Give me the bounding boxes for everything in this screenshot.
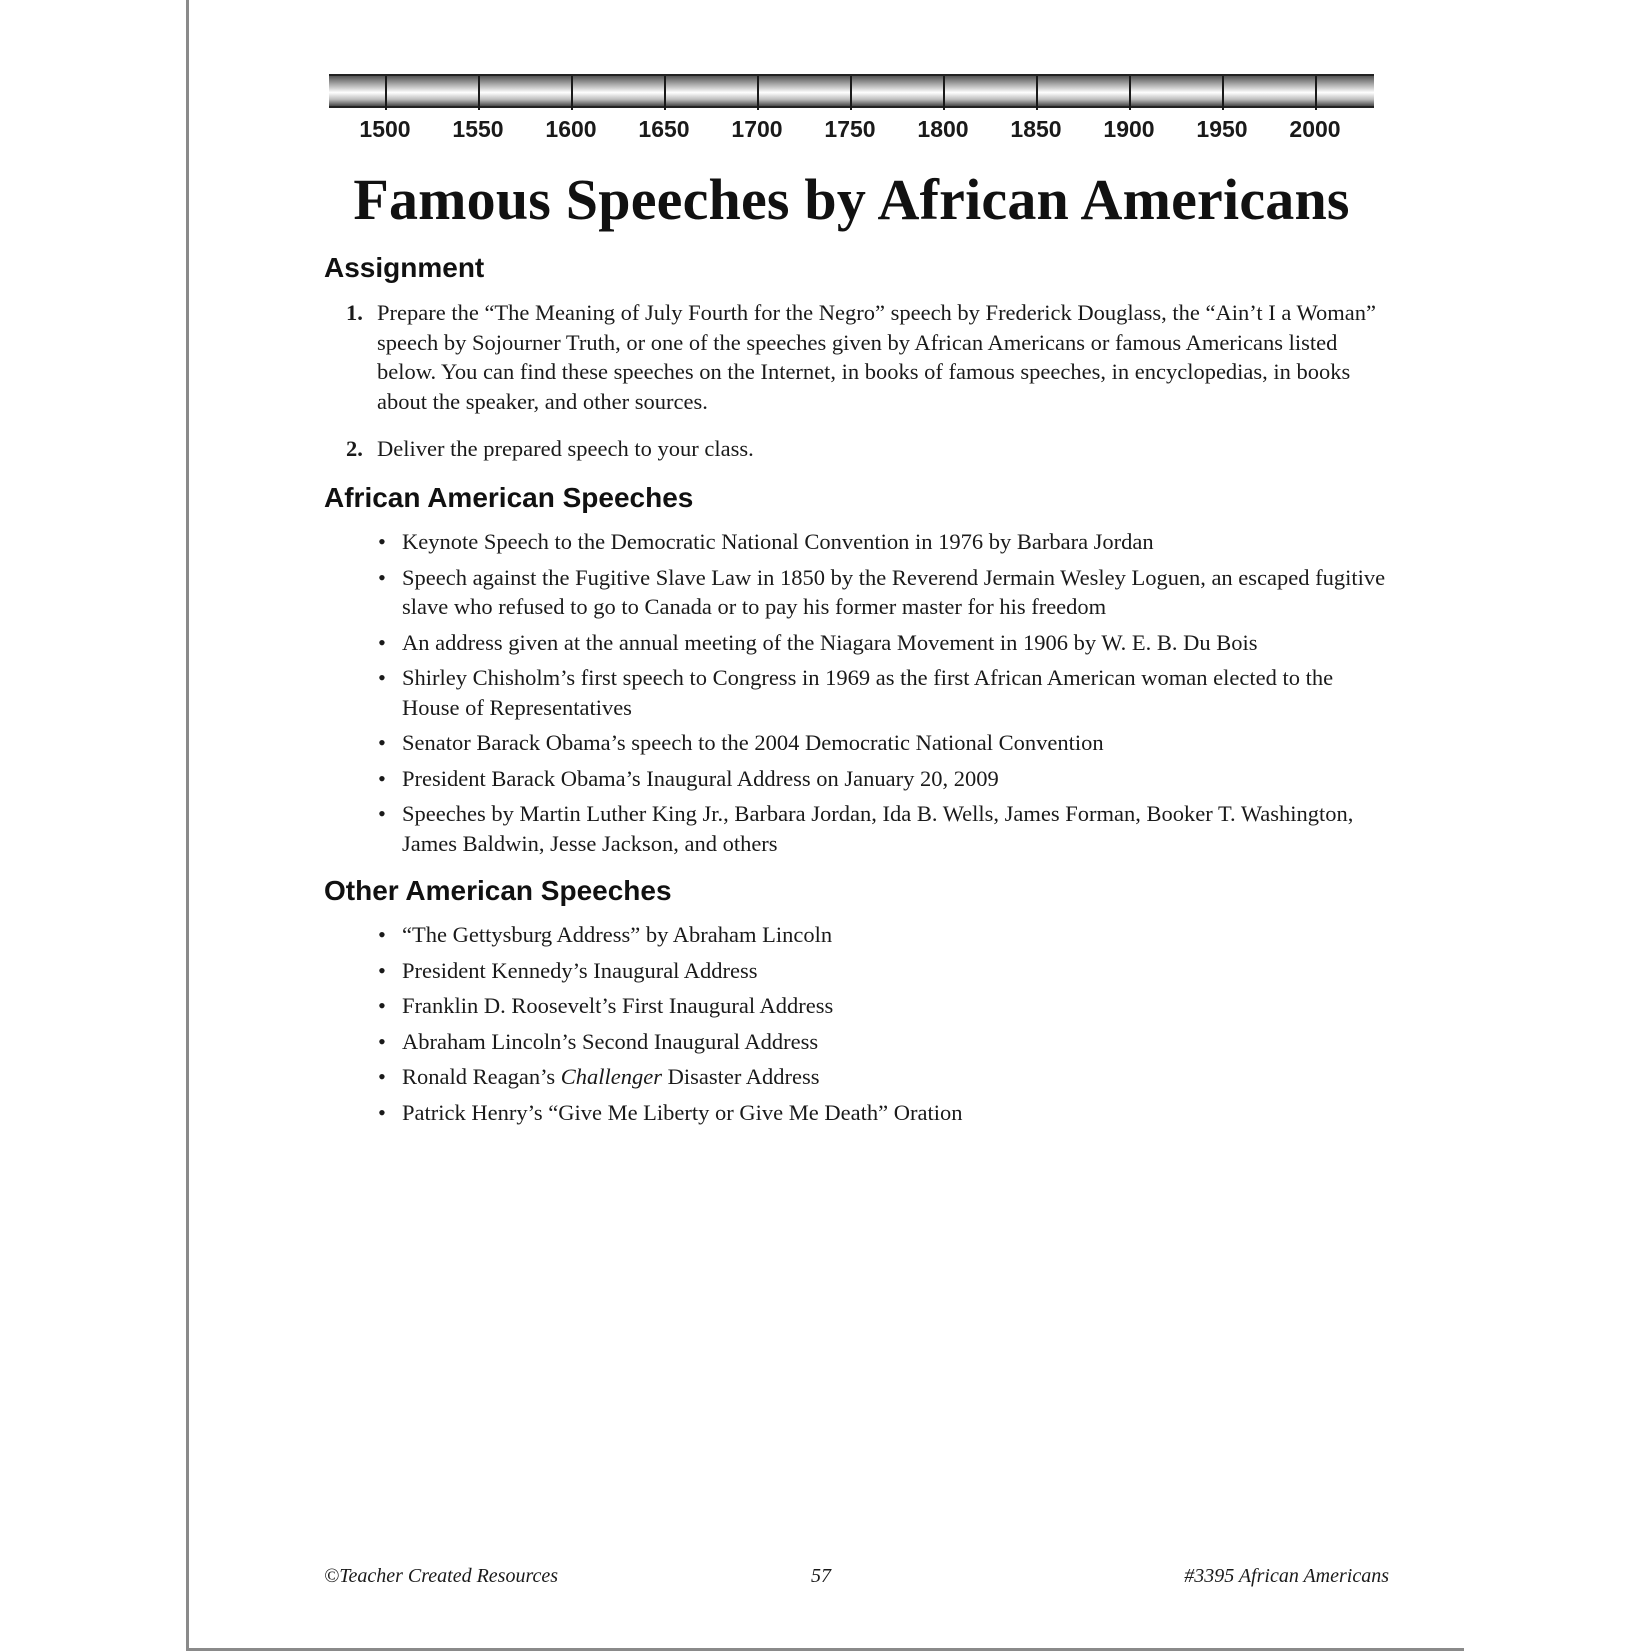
speech-list-item <box>324 563 1389 622</box>
bullet-glyph: • <box>378 1099 386 1125</box>
timeline-year-label: 1500 <box>359 116 411 142</box>
speech-text-after: Disaster Address <box>661 1064 820 1089</box>
timeline-tick <box>385 76 387 110</box>
speech-text: Keynote Speech to the Democratic National Convention in 1976 by Barbara Jordan <box>402 529 1154 554</box>
speech-list-item <box>324 991 1389 1021</box>
assignment-list <box>324 298 1389 464</box>
timeline-tick <box>1129 76 1131 110</box>
speech-list-item <box>324 764 1389 794</box>
african-american-speeches-list <box>324 527 1389 864</box>
timeline-tick <box>1036 76 1038 110</box>
bullet-glyph: • <box>378 629 386 655</box>
assignment-number: 1. <box>346 300 363 325</box>
speech-text: Senator Barack Obama’s speech to the 2004 Democratic National Convention <box>402 730 1104 755</box>
speech-list-item <box>324 527 1389 557</box>
timeline-year-label: 1900 <box>1103 116 1155 142</box>
timeline-tick <box>757 76 759 110</box>
timeline-labels <box>329 116 1374 146</box>
bullet-glyph: • <box>378 564 386 590</box>
speech-list-item <box>324 1027 1389 1057</box>
bullet-glyph: • <box>378 922 386 947</box>
speech-text: Franklin D. Roosevelt’s First Inaugural Address <box>402 993 834 1018</box>
footer-publisher: ©Teacher Created Resources <box>324 1565 559 1587</box>
bullet-glyph: • <box>378 665 386 690</box>
timeline-year-label: 1950 <box>1196 116 1248 142</box>
timeline-year-label: 2000 <box>1289 116 1341 142</box>
footer-book-title: #3395 African Americans <box>1184 1565 1389 1587</box>
timeline-year-label: 1600 <box>545 116 597 142</box>
speech-list-item <box>324 799 1389 858</box>
assignment-item <box>324 434 1389 464</box>
timeline-year-label: 1850 <box>1010 116 1062 142</box>
assignment-heading: Assignment <box>324 252 485 283</box>
assignment-item <box>324 298 1389 416</box>
timeline-year-label: 1800 <box>917 116 969 142</box>
speech-text: President Kennedy’s Inaugural Address <box>402 957 758 983</box>
assignment-text: Prepare the “The Meaning of July Fourth for the Negro” speech by Frederick Douglass, the “Ain’t I a Woman” speech by Sojourner Truth, or one of the speeches given by African Americans or famous Americans listed below. You can find these speeches on the Internet, in books of famous speeches, in encyclopedias, in books about the speaker, and other sources. <box>377 300 1376 414</box>
speech-list-item <box>324 628 1389 658</box>
timeline <box>329 74 1374 142</box>
speech-list-item <box>324 920 1389 950</box>
speech-list-item <box>324 956 1389 986</box>
timeline-year-label: 1750 <box>824 116 876 142</box>
assignment-number: 2. <box>346 436 363 461</box>
speech-text-italic: Challenger <box>560 1064 662 1089</box>
timeline-tick <box>571 76 573 110</box>
speech-text: Patrick Henry’s “Give Me Liberty or Give Me Death” Oration <box>402 1099 963 1125</box>
bullet-glyph: • <box>378 957 386 983</box>
bullet-glyph: • <box>378 993 386 1018</box>
speech-list-item <box>324 663 1389 722</box>
timeline-year-label: 1550 <box>452 116 504 142</box>
timeline-tick <box>1315 76 1317 110</box>
timeline-tick <box>478 76 480 110</box>
timeline-tick <box>664 76 666 110</box>
timeline-year-label: 1650 <box>638 116 690 142</box>
page-title: Famous Speeches by African Americans <box>353 167 1350 232</box>
speech-list-item <box>324 728 1389 758</box>
timeline-tick <box>943 76 945 110</box>
document-page <box>186 0 1467 1651</box>
footer-page-number: 57 <box>811 1565 831 1587</box>
timeline-year-label: 1700 <box>731 116 783 142</box>
speech-text: An address given at the annual meeting of the Niagara Movement in 1906 by W. E. B. Du Bois <box>402 629 1258 655</box>
timeline-tick <box>1222 76 1224 110</box>
speech-text: President Barack Obama’s Inaugural Address on January 20, 2009 <box>402 765 999 791</box>
timeline-bar <box>329 74 1374 108</box>
bullet-glyph: • <box>378 730 386 755</box>
assignment-text: Deliver the prepared speech to your class. <box>377 436 754 461</box>
bullet-glyph: • <box>378 1064 386 1089</box>
bullet-glyph: • <box>378 801 386 826</box>
speech-list-item <box>324 1098 1389 1128</box>
speech-text: Shirley Chisholm’s first speech to Congress in 1969 as the first African American woman elected to the House of Representatives <box>402 665 1334 720</box>
speech-text-before: Ronald Reagan’s <box>402 1064 561 1089</box>
page-margin <box>1464 0 1652 1652</box>
speech-text: Speech against the Fugitive Slave Law in 1850 by the Reverend Jermain Wesley Loguen, an escaped fugitive slave who refused to go to Canada or to pay his former master for his freedom <box>402 564 1386 619</box>
other-american-speeches-list <box>324 920 1389 1133</box>
bullet-glyph: • <box>378 765 386 791</box>
speech-text: “The Gettysburg Address” by Abraham Lincoln <box>402 922 833 947</box>
speech-text: Abraham Lincoln’s Second Inaugural Address <box>402 1028 819 1054</box>
speech-list-item <box>324 1062 1389 1092</box>
other-american-speeches-heading: Other American Speeches <box>324 875 672 906</box>
speech-text: Speeches by Martin Luther King Jr., Barbara Jordan, Ida B. Wells, James Forman, Booker T. Washington, James Baldwin, Jesse Jackson, and others <box>402 801 1354 856</box>
african-american-speeches-heading: African American Speeches <box>324 482 694 513</box>
bullet-glyph: • <box>378 529 386 554</box>
bullet-glyph: • <box>378 1028 386 1054</box>
timeline-tick <box>850 76 852 110</box>
